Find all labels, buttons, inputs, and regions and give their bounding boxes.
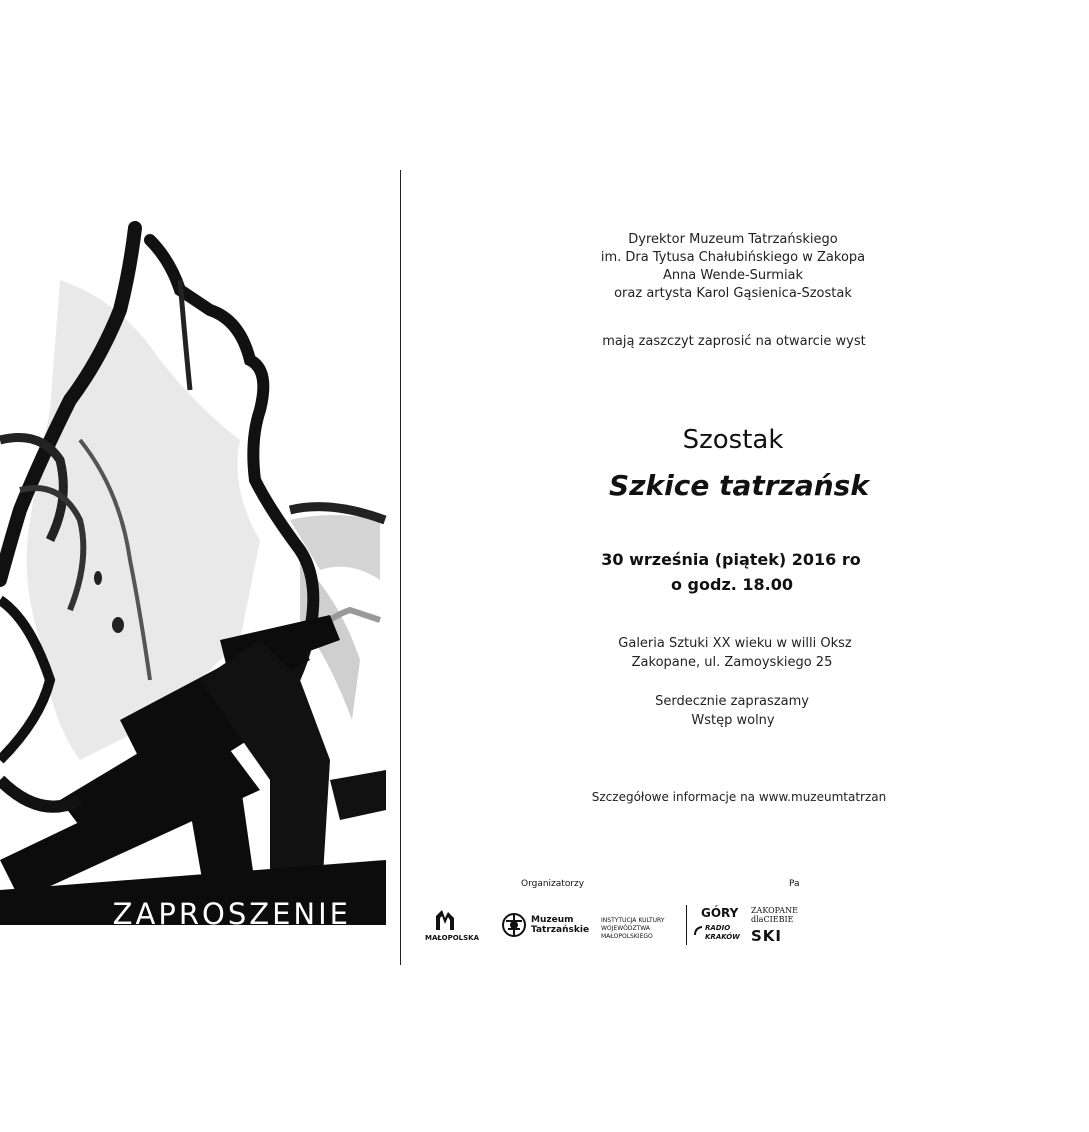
- exhibition-title: Szkice tatrzańsk: [609, 469, 869, 502]
- ski-logo: SKI: [751, 927, 783, 945]
- zakopane-logo: [751, 906, 798, 924]
- zakopane-line1: ZAKOPANE: [751, 906, 798, 915]
- cover-panel: [0, 160, 400, 960]
- krakow-label: KRAKÓW: [705, 933, 740, 941]
- inviter-line: Anna Wende-Surmiak: [662, 268, 804, 283]
- partner-divider: [686, 905, 687, 945]
- artist-name: Szostak: [682, 425, 784, 455]
- event-time: o godz. 18.00: [670, 575, 794, 594]
- inviter-line: oraz artysta Karol Gąsienica-Szostak: [614, 286, 852, 301]
- invitation-intro: mają zaszczyt zaprosić na otwarcie wyst: [602, 334, 866, 349]
- institution-label: [601, 917, 665, 941]
- institution-line: MAŁOPOLSKIEGO: [601, 933, 653, 940]
- invitation-panel: [401, 0, 887, 1132]
- radio-wave-icon: [694, 926, 704, 936]
- partners-heading: Pa: [789, 879, 800, 889]
- malopolska-label: MAŁOPOLSKA: [425, 934, 480, 942]
- mountain-ink-illustration: [0, 160, 400, 960]
- zakopane-line2: dlaCIEBIE: [751, 915, 794, 924]
- inviter-line: im. Dra Tytusa Chałubińskiego w Zakopa: [600, 250, 866, 265]
- organizers-heading: Organizatorzy: [521, 879, 585, 889]
- institution-line: WOJEWÓDZTWA: [601, 925, 650, 932]
- inviter-line: Dyrektor Muzeum Tatrzańskiego: [628, 232, 838, 247]
- event-date: 30 września (piątek) 2016 ro: [601, 550, 861, 569]
- cover-title: ZAPROSZENIE: [112, 897, 351, 931]
- gory-logo: GÓRY: [701, 906, 739, 920]
- greeting: Serdecznie zapraszamy: [655, 694, 809, 709]
- venue-name: Galeria Sztuki XX wieku w willi Oksz: [618, 636, 852, 651]
- museum-name-line1: Muzeum: [531, 915, 574, 925]
- radio-label: RADIO: [705, 924, 731, 932]
- venue-address: Zakopane, ul. Zamoyskiego 25: [631, 655, 833, 670]
- malopolska-emblem-icon: [433, 908, 457, 932]
- institution-line: INSTYTUCJA KULTURY: [601, 917, 665, 924]
- more-info-line: Szczegółowe informacje na www.muzeumtatrzan: [591, 790, 887, 804]
- museum-emblem-icon: [501, 912, 527, 938]
- admission-note: Wstęp wolny: [691, 713, 775, 728]
- museum-name-line2: Tatrzańskie: [531, 925, 590, 935]
- malopolska-logo: [425, 908, 480, 942]
